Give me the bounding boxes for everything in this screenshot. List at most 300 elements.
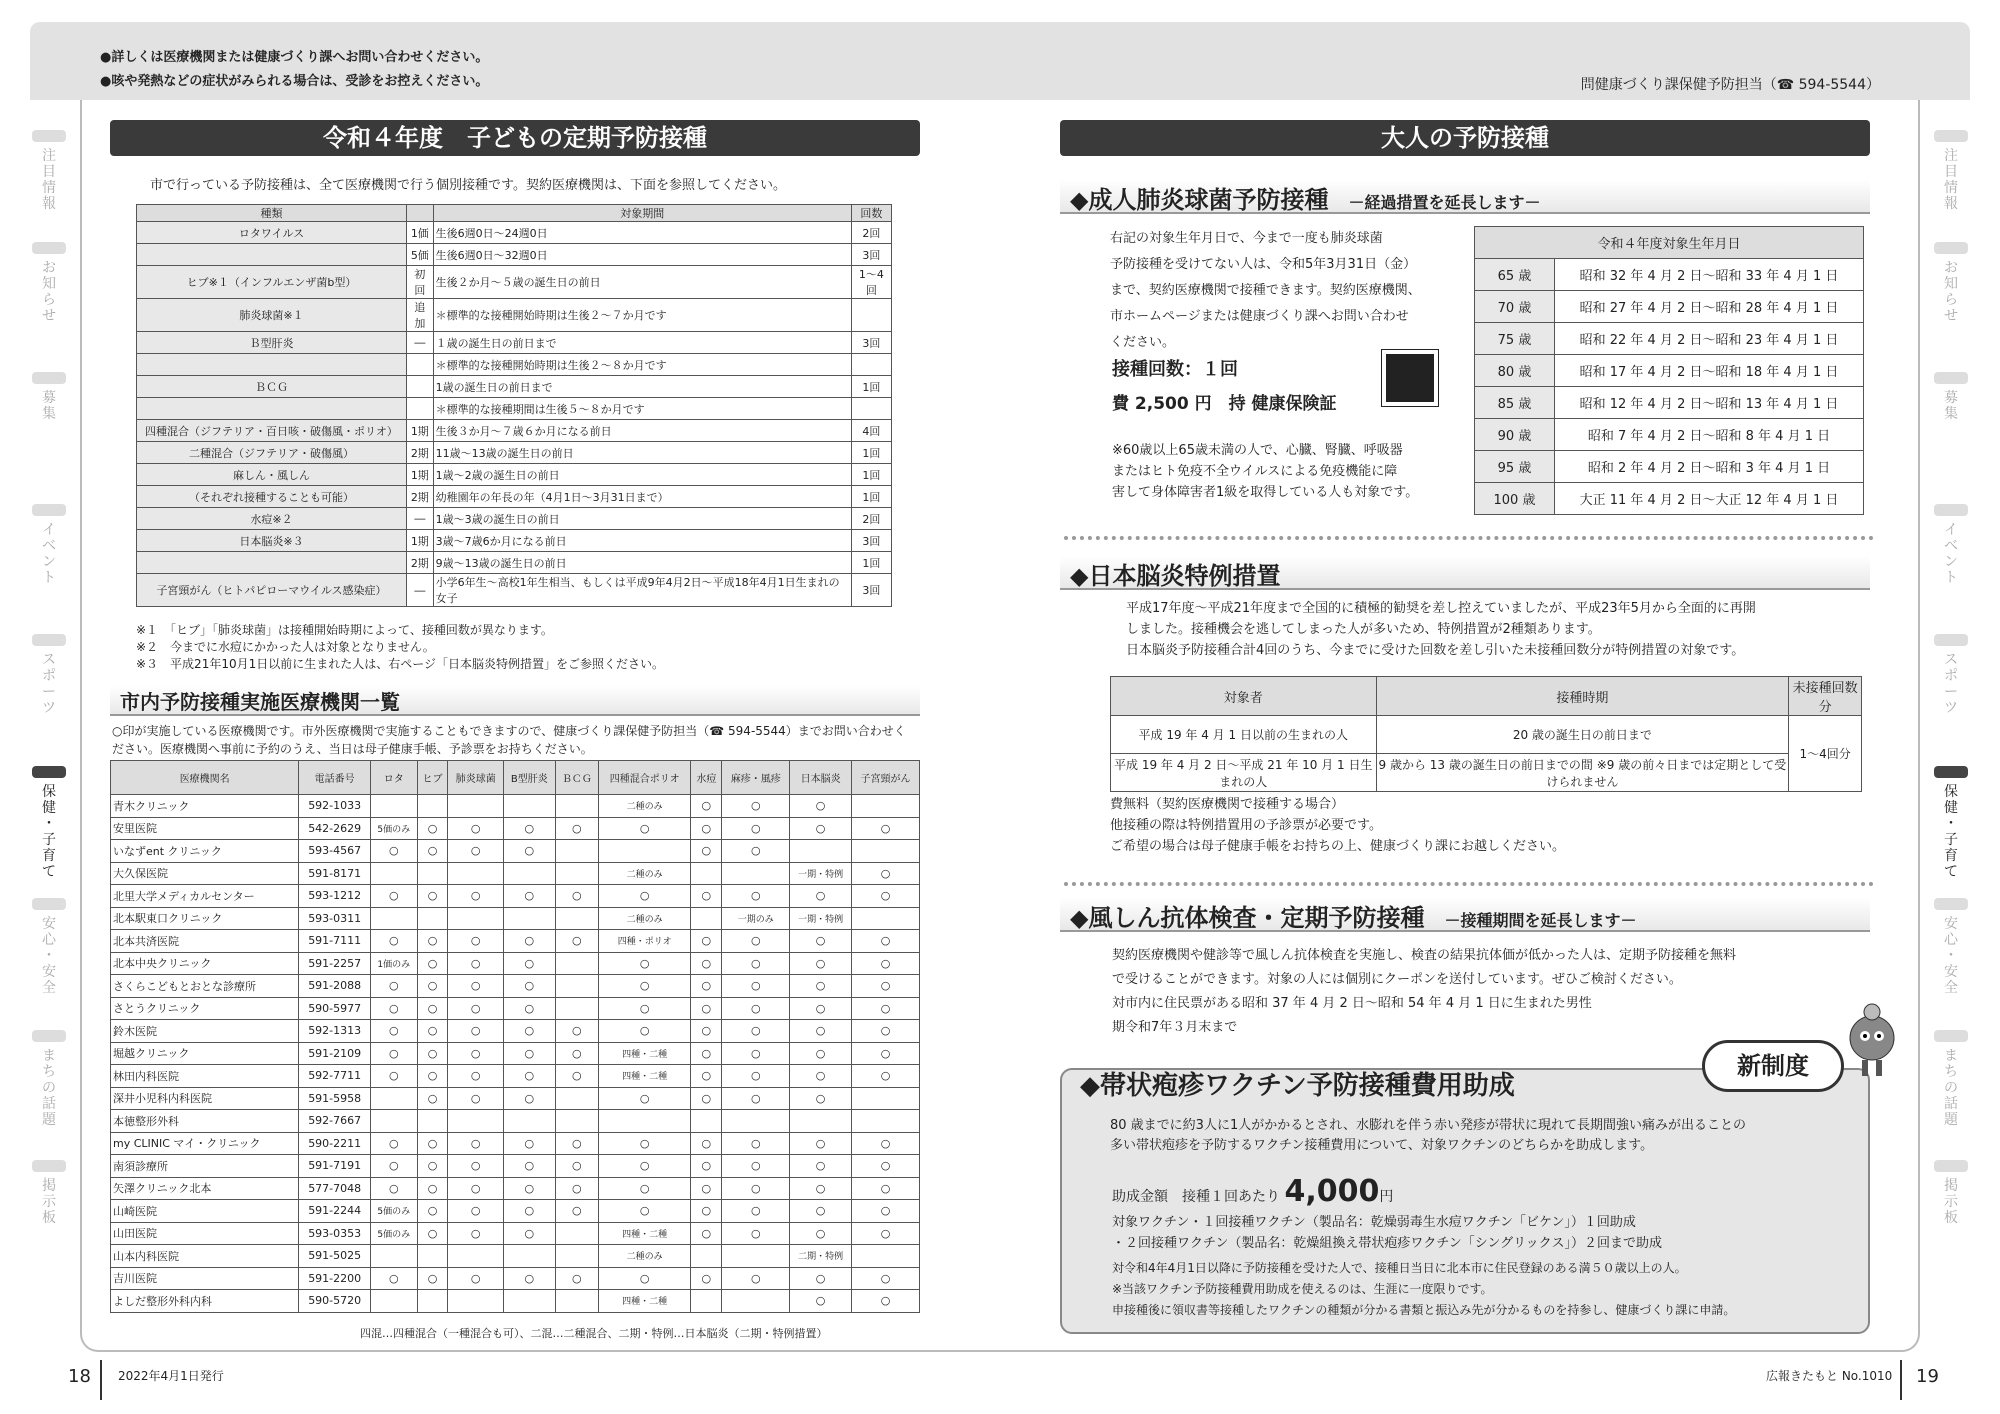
table-row [1475, 387, 1864, 419]
table-cell: ○ [598, 952, 691, 975]
table-cell: ○ [790, 1222, 852, 1245]
table-cell: ○ [504, 1132, 556, 1155]
table-cell [137, 398, 407, 420]
vaccine-list [1112, 1212, 1872, 1254]
table-cell: ○ [851, 1222, 919, 1245]
table-cell: 5価のみ [370, 1200, 417, 1223]
table-cell: ○ [417, 885, 448, 908]
table-cell: ○ [722, 975, 790, 998]
table-cell: ○ [691, 795, 722, 818]
table-cell [722, 1110, 790, 1133]
table-cell: 四種・ポリオ [598, 930, 691, 953]
table-cell: 北本共済医院 [111, 930, 299, 953]
table-cell: 3歳～7歳6か月になる前日 [433, 530, 851, 552]
table-cell: ○ [448, 975, 504, 998]
table-cell: ○ [851, 1155, 919, 1178]
table-cell [555, 975, 598, 998]
side-tab-r-5[interactable] [1934, 766, 1968, 880]
table-cell [555, 1087, 598, 1110]
table-cell [370, 907, 417, 930]
table-cell: 1歳～3歳の誕生日の前日 [433, 508, 851, 530]
table-cell [691, 907, 722, 930]
table-cell: 65 歳 [1475, 259, 1555, 291]
issue-number: 広報きたもと No.1010 [1766, 1369, 1893, 1383]
table-header: 麻疹・風疹 [722, 761, 790, 795]
text-line: 契約医療機関や健診等で風しん抗体検査を実施し、検査の結果抗体価が低かった人は、定期予防接種を無料 [1112, 948, 1737, 963]
table-header: 水痘 [691, 761, 722, 795]
table-cell [407, 376, 434, 398]
table-cell: ○ [417, 1155, 448, 1178]
text-line: 対令和4年4月1日以降に予防接種を受けた人で、接種日当日に北本市に住民登録のある満５０歳以上の人。 [1112, 1261, 1687, 1275]
table-cell [407, 354, 434, 376]
page-number-right: 19 [1916, 1366, 1939, 1387]
table-cell: ○ [722, 817, 790, 840]
table-cell: ○ [691, 1177, 722, 1200]
table-cell: ○ [790, 885, 852, 908]
table-cell: 2期 [407, 486, 434, 508]
table-cell: ○ [598, 1200, 691, 1223]
table-cell: 1回 [851, 552, 891, 574]
table-cell: ○ [504, 930, 556, 953]
table-cell: 95 歳 [1475, 451, 1555, 483]
table-cell [448, 1290, 504, 1313]
table-row [111, 1200, 920, 1223]
table-cell: ― [407, 508, 434, 530]
table-cell: ○ [790, 930, 852, 953]
table-cell: さくらこどもとおとな診療所 [111, 975, 299, 998]
table-row [111, 997, 920, 1020]
side-tab-label: 安 心 ・ 安 全 [1944, 916, 1958, 996]
table-row [111, 1065, 920, 1088]
tab-marker [32, 1030, 66, 1042]
table-cell: ○ [370, 1177, 417, 1200]
table-cell: ○ [598, 975, 691, 998]
side-tab-r-1[interactable] [1934, 242, 1968, 324]
table-header-row [111, 761, 920, 795]
grant-unit: 円 [1379, 1189, 1394, 1205]
tab-marker [1934, 372, 1968, 384]
table-cell: 3回 [851, 530, 891, 552]
table-cell: ○ [370, 1042, 417, 1065]
table-cell: ○ [691, 1200, 722, 1223]
table-row [111, 795, 920, 818]
table-cell: ○ [598, 885, 691, 908]
table-cell: 591-5958 [299, 1087, 371, 1110]
table-cell: 昭和 7 年 4 月 2 日～昭和 8 年 4 月 1 日 [1555, 419, 1864, 451]
table-cell: ＊標準的な接種開始時期は生後２～７か月です [433, 299, 851, 332]
table-cell: 1～4回 [851, 266, 891, 299]
table-cell: 5価 [407, 244, 434, 266]
side-tab-r-2[interactable] [1934, 372, 1968, 422]
table-cell: ○ [722, 795, 790, 818]
table-cell [137, 244, 407, 266]
table-cell: ○ [370, 1020, 417, 1043]
table-cell: ○ [448, 1177, 504, 1200]
table-row [137, 299, 892, 332]
table-cell [790, 1110, 852, 1133]
side-tab-label: 募 集 [1944, 390, 1958, 422]
table-cell: 1回 [851, 376, 891, 398]
table-cell: 一期・特例 [790, 907, 852, 930]
table-cell: ○ [691, 930, 722, 953]
table-cell: ○ [851, 885, 919, 908]
table-cell: 590-5720 [299, 1290, 371, 1313]
tab-marker [1934, 130, 1968, 142]
qr-code[interactable] [1382, 350, 1438, 406]
table-cell [851, 840, 919, 863]
table-cell: ○ [504, 1200, 556, 1223]
table-cell [448, 907, 504, 930]
table-cell: ○ [691, 1267, 722, 1290]
side-tab-l-3[interactable] [32, 504, 66, 586]
side-tab-label: 注 目 情 報 [1944, 148, 1958, 212]
table-cell [851, 354, 891, 376]
table-cell: 2回 [851, 222, 891, 244]
side-tab-l-0[interactable] [32, 130, 66, 212]
table-header: 未接種回数分 [1789, 677, 1862, 716]
table-cell: 矢澤クリニック北本 [111, 1177, 299, 1200]
side-tab-label: 保 健 ・ 子 育 て [42, 784, 56, 880]
table-cell: ○ [722, 952, 790, 975]
table-cell: よしだ整形外科内科 [111, 1290, 299, 1313]
table-cell: 安里医院 [111, 817, 299, 840]
table-cell: ○ [504, 1155, 556, 1178]
table-cell: １歳の誕生日の前日まで [433, 332, 851, 354]
rub-title-text: ◆風しん抗体検査・定期予防接種 [1070, 904, 1425, 932]
table-row [137, 244, 892, 266]
table-cell [407, 398, 434, 420]
table-cell: ○ [417, 930, 448, 953]
top-note-2: ●咳や発熱などの症状がみられる場合は、受診をお控えください。 [100, 74, 489, 89]
table-cell: ○ [722, 1042, 790, 1065]
table-cell: ○ [790, 1020, 852, 1043]
table-cell: ロタワイルス [137, 222, 407, 244]
note-line: ※３ 平成21年10月1日以前に生まれた人は、右ページ「日本脳炎特例措置」をご参照ください。 [136, 657, 664, 671]
table-cell [851, 795, 919, 818]
table-cell [691, 862, 722, 885]
table-row [111, 817, 920, 840]
table-cell: Ｂ型肝炎 [137, 332, 407, 354]
table-row [111, 907, 920, 930]
table-cell: ○ [722, 1020, 790, 1043]
table-cell: ○ [851, 997, 919, 1020]
table-row [137, 530, 892, 552]
table-cell: 1期 [407, 530, 434, 552]
table-cell: 592-7711 [299, 1065, 371, 1088]
table-row [111, 1177, 920, 1200]
table-row [137, 332, 892, 354]
table-cell: ○ [504, 817, 556, 840]
text-line: ご希望の場合は母子健康手帳をお持ちの上、健康づくり課にお越しください。 [1110, 839, 1566, 854]
shingles-notes [1112, 1258, 1872, 1321]
side-tab-label: ス ポ ー ツ [42, 652, 56, 716]
table-cell: 山田医院 [111, 1222, 299, 1245]
tab-marker [32, 1160, 66, 1172]
table-cell: ○ [417, 1042, 448, 1065]
table-cell: 591-2200 [299, 1267, 371, 1290]
table-row [111, 862, 920, 885]
tab-marker [32, 242, 66, 254]
table-cell [504, 1245, 556, 1268]
tab-marker [32, 372, 66, 384]
table-cell [504, 907, 556, 930]
table-cell: ○ [691, 975, 722, 998]
side-tab-label: 募 集 [42, 390, 56, 422]
table-cell: ＊標準的な接種期間は生後５～８か月です [433, 398, 851, 420]
table-header-row [1475, 227, 1864, 259]
table-cell: ○ [722, 1132, 790, 1155]
table-cell: ○ [722, 885, 790, 908]
table-cell: 592-7667 [299, 1110, 371, 1133]
table-cell: ○ [504, 1065, 556, 1088]
table-cell [448, 795, 504, 818]
table-cell [555, 1222, 598, 1245]
table-cell [790, 840, 852, 863]
table-cell [370, 1290, 417, 1313]
text-line: ※60歳以上65歳未満の人で、心臓、腎臓、呼吸器 [1112, 443, 1403, 458]
table-cell: ○ [598, 817, 691, 840]
side-tab-label: 安 心 ・ 安 全 [42, 916, 56, 996]
table-cell: ○ [790, 1132, 852, 1155]
table-cell: ○ [417, 817, 448, 840]
table-cell: ○ [555, 1020, 598, 1043]
table-cell: ○ [851, 1042, 919, 1065]
text-line: 申接種後に領収書等接種したワクチンの種類が分かる書類と振込み先が分かるものを持参し、健康づくり課に申請。 [1112, 1303, 1736, 1317]
side-tab-label: イ ベ ン ト [42, 522, 56, 586]
table-cell: ○ [504, 1177, 556, 1200]
text-line: 平成17年度～平成21年度まで全国的に積極的勧奨を差し控えていましたが、平成23年5月から全面的に再開 [1126, 601, 1756, 616]
side-tab-label: イ ベ ン ト [1944, 522, 1958, 586]
side-tab-l-8[interactable] [32, 1160, 66, 1226]
side-tab-label: 掲 示 板 [42, 1178, 56, 1226]
table-header [407, 205, 434, 222]
table-cell: ○ [790, 1155, 852, 1178]
table-cell: 北本中央クリニック [111, 952, 299, 975]
table-row [111, 952, 920, 975]
table-header: 医療機関名 [111, 761, 299, 795]
table-cell [555, 907, 598, 930]
table-cell [722, 862, 790, 885]
table-cell: ○ [448, 1065, 504, 1088]
table-cell [722, 1245, 790, 1268]
table-cell: ○ [504, 975, 556, 998]
side-tab-l-4[interactable] [32, 634, 66, 716]
table-cell: ○ [417, 1267, 448, 1290]
table-cell: ○ [504, 1267, 556, 1290]
side-tab-l-2[interactable] [32, 372, 66, 422]
text-line: 他接種の際は特例措置用の予診票が必要です。 [1110, 818, 1382, 833]
table-cell: 生後6週0日～24週0日 [433, 222, 851, 244]
clinic-title: 市内予防接種実施医療機関一覧 [110, 686, 920, 716]
table-row [111, 1290, 920, 1313]
footer-rule-right [1900, 1360, 1902, 1400]
table-cell: ○ [722, 1267, 790, 1290]
table-cell: ○ [851, 1267, 919, 1290]
schedule-table [136, 204, 892, 607]
side-tab-l-6[interactable] [32, 898, 66, 996]
table-cell: ○ [370, 1132, 417, 1155]
table-cell [417, 862, 448, 885]
table-cell: 1歳～2歳の誕生日の前日 [433, 464, 851, 486]
tab-marker [32, 766, 66, 778]
table-cell: ○ [417, 1200, 448, 1223]
table-cell: 昭和 17 年 4 月 2 日～昭和 18 年 4 月 1 日 [1555, 355, 1864, 387]
table-cell [137, 354, 407, 376]
table-cell: ○ [417, 952, 448, 975]
table-cell: 5価のみ [370, 817, 417, 840]
side-tab-r-4[interactable] [1934, 634, 1968, 716]
table-cell: 吉川医院 [111, 1267, 299, 1290]
table-cell: ○ [722, 840, 790, 863]
schedule-notes [136, 622, 664, 673]
table-cell: 80 歳 [1475, 355, 1555, 387]
table-cell [555, 1245, 598, 1268]
table-cell: ○ [417, 975, 448, 998]
table-cell: 昭和 27 年 4 月 2 日～昭和 28 年 4 月 1 日 [1555, 291, 1864, 323]
table-cell: 一期のみ [722, 907, 790, 930]
table-cell [370, 795, 417, 818]
table-cell: 北里大学メディカルセンター [111, 885, 299, 908]
table-row [111, 840, 920, 863]
table-cell: 20 歳の誕生日の前日まで [1376, 716, 1789, 754]
side-tab-label: ス ポ ー ツ [1944, 652, 1958, 716]
table-cell: ＊標準的な接種開始時期は生後２～８か月です [433, 354, 851, 376]
table-cell: ― [407, 574, 434, 607]
table-cell: 二種のみ [598, 862, 691, 885]
table-row [137, 222, 892, 244]
table-cell: 大久保医院 [111, 862, 299, 885]
side-tab-r-6[interactable] [1934, 898, 1968, 996]
side-tab-r-7[interactable] [1934, 1030, 1968, 1128]
text-line: 費無料（契約医療機関で接種する場合） [1110, 797, 1345, 812]
table-cell: 肺炎球菌※１ [137, 299, 407, 332]
table-cell: 1期 [407, 420, 434, 442]
rub-body [1112, 944, 1892, 1040]
table-cell: 生後２か月～５歳の誕生日の前日 [433, 266, 851, 299]
table-cell: 青木クリニック [111, 795, 299, 818]
table-cell: 75 歳 [1475, 323, 1555, 355]
side-tab-r-8[interactable] [1934, 1160, 1968, 1226]
table-cell: 2回 [851, 508, 891, 530]
clinic-legend: 四混…四種混合（一種混合も可）、二混…二種混合、二期・特例…日本脳炎（二期・特例措置） [360, 1327, 828, 1340]
table-header: 対象期間 [433, 205, 851, 222]
text-line: またはヒト免疫不全ウイルスによる免疫機能に障 [1112, 464, 1398, 479]
side-tab-r-0[interactable] [1934, 130, 1968, 212]
table-row [1475, 451, 1864, 483]
table-cell: ○ [722, 1177, 790, 1200]
tab-marker [1934, 504, 1968, 516]
table-cell: ○ [598, 1155, 691, 1178]
table-cell [851, 299, 891, 332]
table-cell: ＢＣＧ [137, 376, 407, 398]
table-row [137, 376, 892, 398]
clinic-table [110, 760, 920, 1313]
table-cell: ○ [790, 1267, 852, 1290]
side-tab-l-7[interactable] [32, 1030, 66, 1128]
table-cell [691, 1290, 722, 1313]
table-cell: ○ [448, 1042, 504, 1065]
table-cell: 深井小児科内科医院 [111, 1087, 299, 1110]
table-cell: ○ [790, 1065, 852, 1088]
table-row [111, 1222, 920, 1245]
table-cell: 四種混合（ジフテリア・百日咳・破傷風・ポリオ） [137, 420, 407, 442]
table-row [137, 486, 892, 508]
table-row [111, 1042, 920, 1065]
table-header: 令和４年度対象生年月日 [1475, 227, 1864, 259]
table-cell: ○ [448, 997, 504, 1020]
table-row [137, 354, 892, 376]
tab-marker [32, 130, 66, 142]
side-tab-r-3[interactable] [1934, 504, 1968, 586]
table-cell: ○ [555, 885, 598, 908]
table-row [1475, 483, 1864, 515]
table-cell: 592-1313 [299, 1020, 371, 1043]
text-line: 対市内に住民票がある昭和 37 年 4 月 2 日～昭和 54 年 4 月 1 日に生まれた男性 [1112, 996, 1592, 1011]
table-cell: ○ [790, 795, 852, 818]
table-cell: 生後6週0日～32週0日 [433, 244, 851, 266]
table-cell: 1回 [851, 442, 891, 464]
table-cell: ○ [790, 975, 852, 998]
table-cell [555, 795, 598, 818]
table-cell: 二種のみ [598, 795, 691, 818]
table-cell [722, 1290, 790, 1313]
table-cell: ○ [555, 1065, 598, 1088]
table-cell: ○ [370, 1155, 417, 1178]
table-row [111, 885, 920, 908]
side-tab-label: ま ち の 話 題 [1944, 1048, 1958, 1128]
table-row [1475, 291, 1864, 323]
table-cell: 初回 [407, 266, 434, 299]
table-cell: ○ [851, 930, 919, 953]
table-cell: ○ [691, 885, 722, 908]
side-tab-l-1[interactable] [32, 242, 66, 324]
je-notes [1110, 794, 1565, 857]
table-cell: 昭和 22 年 4 月 2 日～昭和 23 年 4 月 1 日 [1555, 323, 1864, 355]
table-cell: 593-0311 [299, 907, 371, 930]
table-cell: 5価のみ [370, 1222, 417, 1245]
table-cell: ○ [790, 817, 852, 840]
issue-date: 2022年4月1日発行 [118, 1369, 224, 1383]
table-cell [691, 1245, 722, 1268]
tab-marker [1934, 634, 1968, 646]
je-table [1110, 676, 1862, 792]
grant-amount: 4,000 [1284, 1174, 1380, 1209]
page-number-left: 18 [68, 1366, 91, 1387]
table-cell: 591-7191 [299, 1155, 371, 1178]
table-cell: 591-2244 [299, 1200, 371, 1223]
table-cell: 生後３か月～７歳６か月になる前日 [433, 420, 851, 442]
text-line: 80 歳までに約3人に1人がかかるとされ、水膨れを伴う赤い発疹が帯状に現れて長期間強い痛みが出ることの [1110, 1118, 1746, 1133]
table-cell: 70 歳 [1475, 291, 1555, 323]
table-cell [448, 862, 504, 885]
table-cell [504, 862, 556, 885]
side-tab-l-5[interactable] [32, 766, 66, 880]
table-cell: 590-2211 [299, 1132, 371, 1155]
table-cell: ○ [790, 1200, 852, 1223]
side-tab-label: 掲 示 板 [1944, 1178, 1958, 1226]
table-row [111, 1020, 920, 1043]
table-row [137, 420, 892, 442]
table-cell [555, 862, 598, 885]
tab-marker [1934, 898, 1968, 910]
table-cell [555, 1290, 598, 1313]
table-cell: 591-8171 [299, 862, 371, 885]
table-cell: 日本脳炎※３ [137, 530, 407, 552]
table-cell: ○ [598, 997, 691, 1020]
table-row [1111, 716, 1862, 754]
table-cell: ○ [851, 817, 919, 840]
table-row [1475, 259, 1864, 291]
